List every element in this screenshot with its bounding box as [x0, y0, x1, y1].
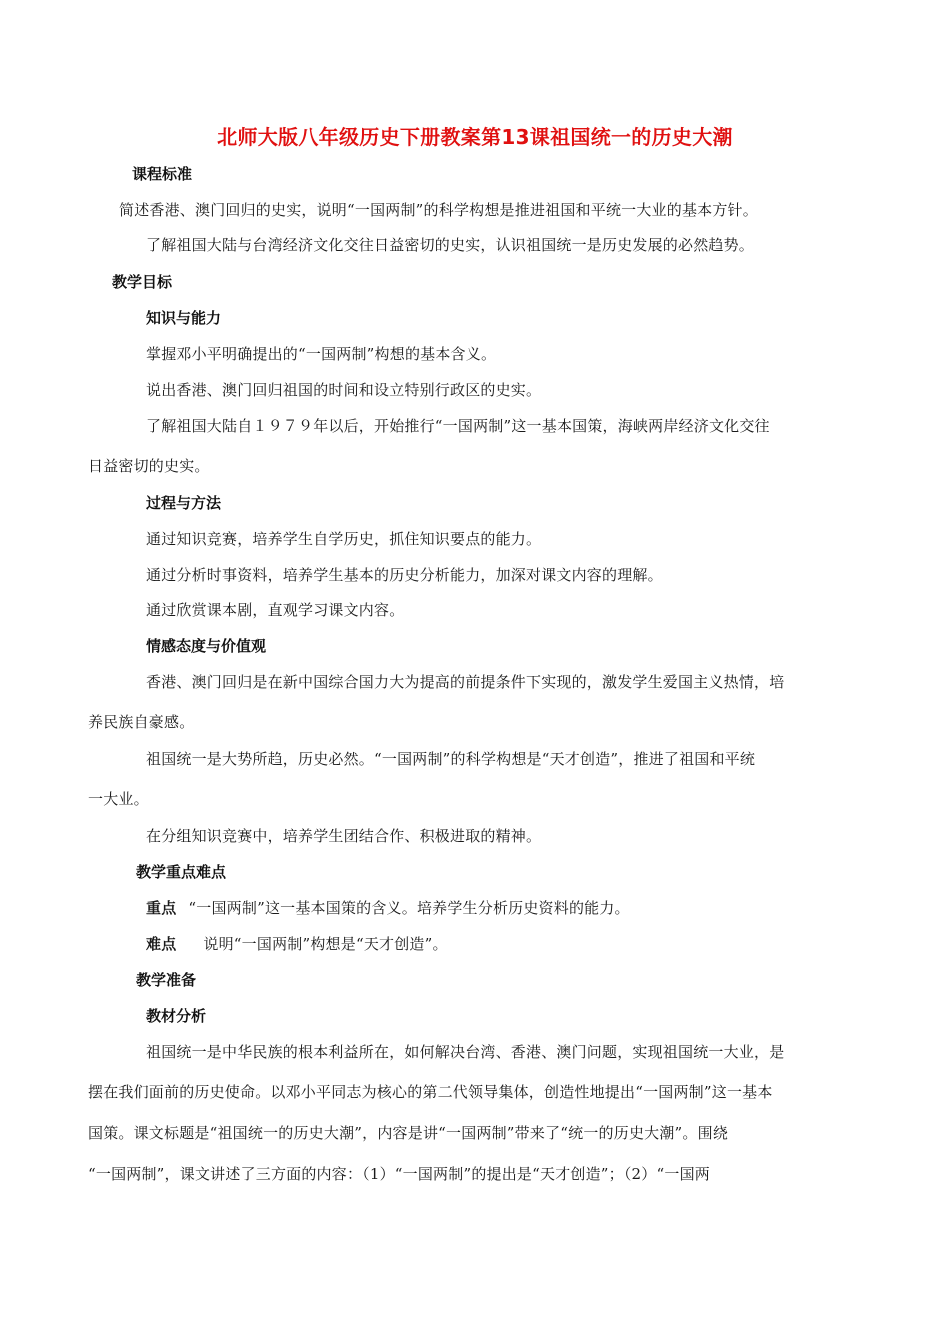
paragraph-line: 日益密切的史实。 [88, 457, 210, 475]
paragraph-line: 摆在我们面前的历史使命。以邓小平同志为核心的第二代领导集体，创造性地提出“一国两制”这一基本 [88, 1083, 773, 1101]
subheading-material-analysis: 教材分析 [146, 1007, 207, 1025]
paragraph-line: 通过知识竞赛，培养学生自学历史，抓住知识要点的能力。 [146, 530, 542, 548]
paragraph-line: 了解祖国大陆自１９７９年以后，开始推行“一国两制”这一基本国策，海峡两岸经济文化交往 [146, 417, 770, 435]
difficulty-text: 说明“一国两制”构想是“天才创造”。 [203, 935, 448, 953]
paragraph-line: 一大业。 [88, 790, 149, 808]
document-title: 北师大版八年级历史下册教案第13课祖国统一的历史大潮 [217, 125, 733, 149]
subheading-knowledge: 知识与能力 [146, 309, 222, 327]
heading-preparation: 教学准备 [136, 971, 197, 989]
difficulty-line [146, 933, 448, 954]
subheading-emotion: 情感态度与价值观 [146, 637, 267, 655]
paragraph-line: 简述香港、澳门回归的史实，说明“一国两制”的科学构想是推进祖国和平统一大业的基本方针。 [119, 201, 758, 219]
difficulty-label: 难点 [146, 935, 177, 953]
focus-label: 重点 [146, 899, 177, 917]
paragraph-line: 养民族自豪感。 [88, 713, 195, 731]
paragraph-line: “一国两制”，课文讲述了三方面的内容：（1）“一国两制”的提出是“天才创造”；（2）“一国两 [88, 1165, 710, 1183]
focus-text: “一国两制”这一基本国策的含义。培养学生分析历史资料的能力。 [188, 899, 630, 917]
paragraph-line: 祖国统一是中华民族的根本利益所在，如何解决台湾、香港、澳门问题，实现祖国统一大业，是 [146, 1043, 785, 1061]
paragraph-line: 香港、澳门回归是在新中国综合国力大为提高的前提条件下实现的，激发学生爱国主义热情，培 [146, 673, 785, 691]
paragraph-line: 通过欣赏课本剧，直观学习课文内容。 [146, 601, 405, 619]
heading-key-points: 教学重点难点 [136, 863, 227, 881]
heading-teaching-goals: 教学目标 [112, 273, 173, 291]
paragraph-line: 在分组知识竞赛中，培养学生团结合作、积极进取的精神。 [146, 827, 542, 845]
paragraph-line: 掌握邓小平明确提出的“一国两制”构想的基本含义。 [146, 345, 497, 363]
heading-curriculum-standard: 课程标准 [132, 165, 193, 183]
paragraph-line: 祖国统一是大势所趋，历史必然。“一国两制”的科学构想是“天才创造”，推进了祖国和平统 [146, 750, 756, 768]
paragraph-line: 说出香港、澳门回归祖国的时间和设立特别行政区的史实。 [146, 381, 542, 399]
paragraph-line: 通过分析时事资料，培养学生基本的历史分析能力，加深对课文内容的理解。 [146, 566, 663, 584]
subheading-process: 过程与方法 [146, 494, 222, 512]
focus-line [146, 897, 630, 918]
paragraph-line: 国策。课文标题是“祖国统一的历史大潮”，内容是讲“一国两制”带来了“统一的历史大潮”。围绕 [88, 1124, 729, 1142]
paragraph-line: 了解祖国大陆与台湾经济文化交往日益密切的史实，认识祖国统一是历史发展的必然趋势。 [146, 236, 755, 254]
